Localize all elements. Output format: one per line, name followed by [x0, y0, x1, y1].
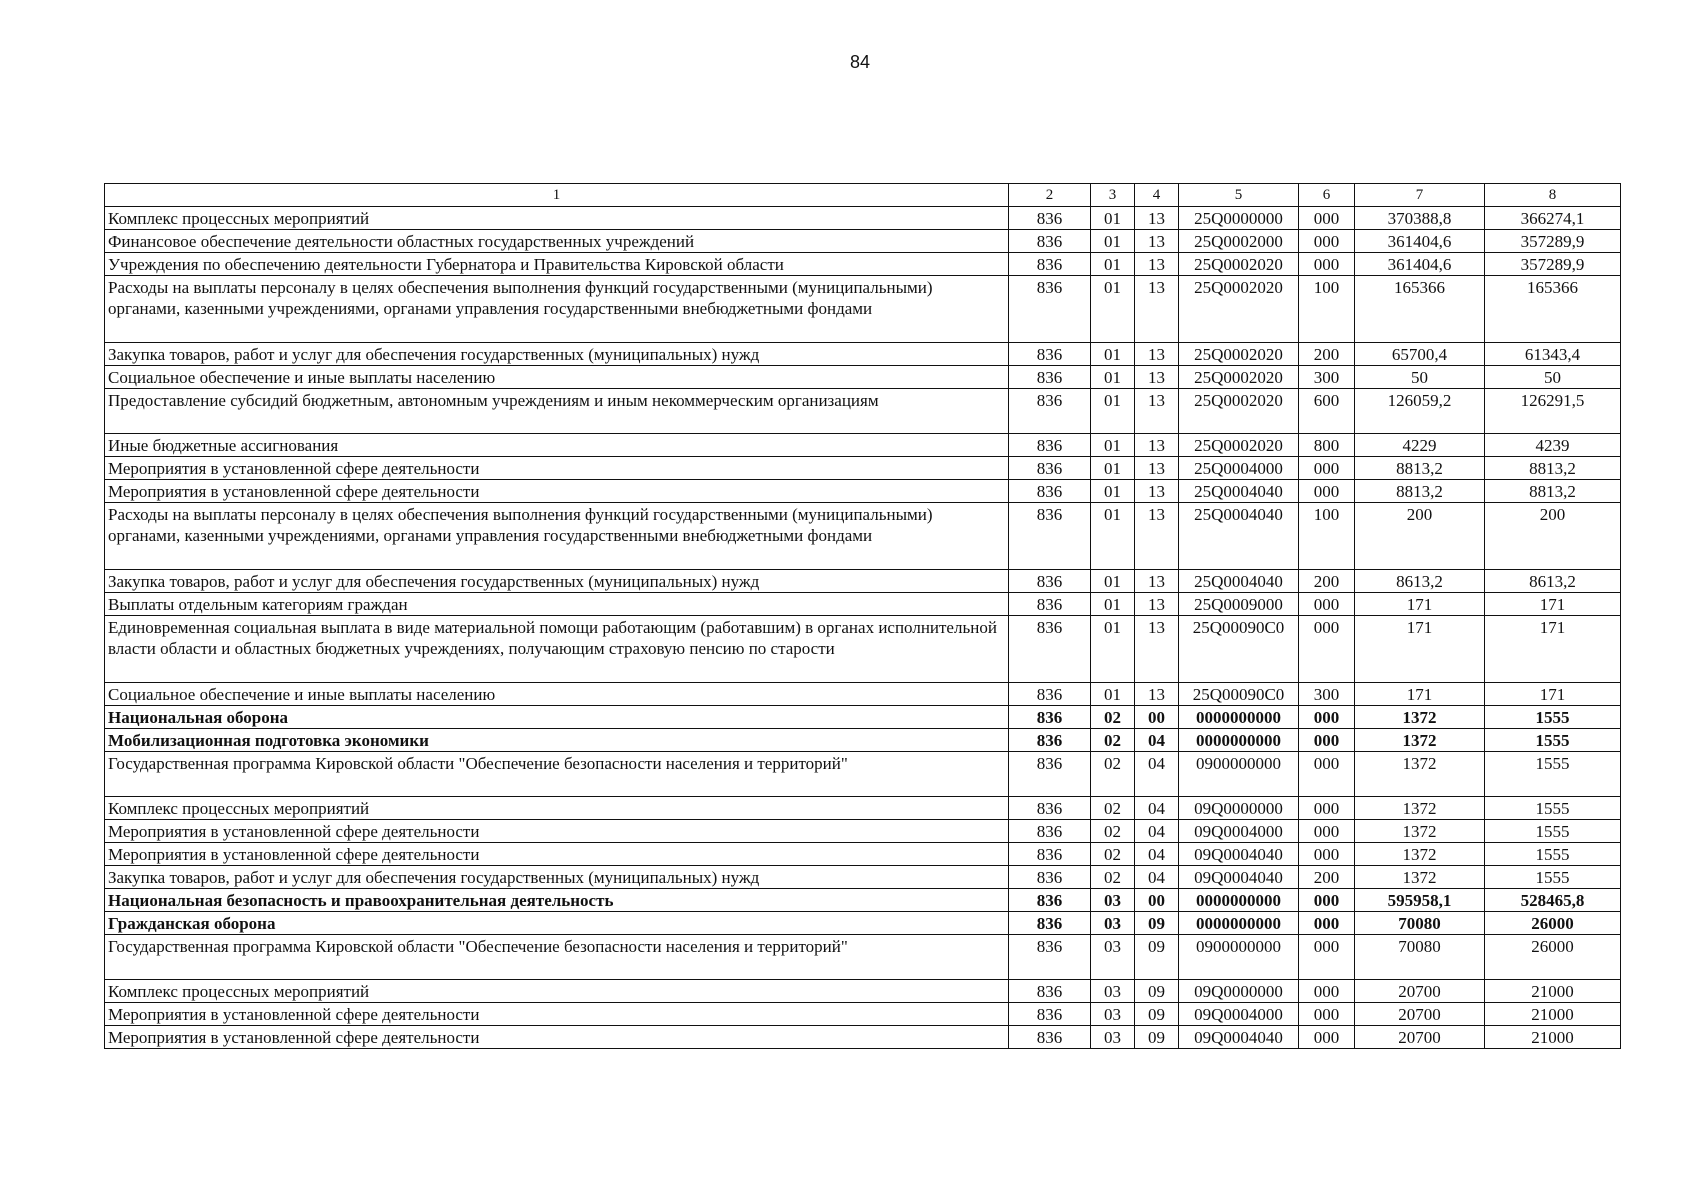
cell-section: 01 — [1091, 683, 1135, 706]
cell-expense-type: 000 — [1299, 230, 1355, 253]
cell-amount-year-2: 171 — [1485, 683, 1621, 706]
cell-subsection: 13 — [1135, 503, 1179, 570]
cell-amount-year-2: 171 — [1485, 593, 1621, 616]
cell-amount-year-1: 1372 — [1355, 729, 1485, 752]
cell-amount-year-2: 61343,4 — [1485, 343, 1621, 366]
cell-amount-year-1: 1372 — [1355, 843, 1485, 866]
cell-amount-year-2: 8813,2 — [1485, 457, 1621, 480]
cell-expense-type: 000 — [1299, 980, 1355, 1003]
cell-description: Единовременная социальная выплата в виде материальной помощи работающим (работавшим) в органах исполнительной власти области и областных бюджетных учреждениях, получающим страховую пенсию по старости — [105, 616, 1009, 683]
table-row — [105, 866, 1621, 889]
cell-expense-type: 300 — [1299, 683, 1355, 706]
cell-amount-year-2: 21000 — [1485, 980, 1621, 1003]
cell-amount-year-1: 200 — [1355, 503, 1485, 570]
cell-subsection: 09 — [1135, 912, 1179, 935]
cell-target-article: 09Q0004000 — [1179, 820, 1299, 843]
cell-expense-type: 000 — [1299, 752, 1355, 797]
cell-ministry-code: 836 — [1009, 752, 1091, 797]
cell-target-article: 25Q0002020 — [1179, 276, 1299, 343]
cell-ministry-code: 836 — [1009, 457, 1091, 480]
cell-amount-year-2: 357289,9 — [1485, 253, 1621, 276]
cell-description: Национальная оборона — [105, 706, 1009, 729]
cell-expense-type: 000 — [1299, 843, 1355, 866]
cell-ministry-code: 836 — [1009, 253, 1091, 276]
cell-ministry-code: 836 — [1009, 503, 1091, 570]
cell-expense-type: 000 — [1299, 706, 1355, 729]
cell-description: Государственная программа Кировской области "Обеспечение безопасности населения и территорий" — [105, 752, 1009, 797]
cell-description: Комплекс процессных мероприятий — [105, 207, 1009, 230]
cell-section: 01 — [1091, 253, 1135, 276]
table-row — [105, 253, 1621, 276]
table-row — [105, 593, 1621, 616]
cell-subsection: 13 — [1135, 343, 1179, 366]
cell-subsection: 04 — [1135, 752, 1179, 797]
cell-target-article: 25Q0002020 — [1179, 366, 1299, 389]
cell-target-article: 0900000000 — [1179, 935, 1299, 980]
cell-section: 01 — [1091, 503, 1135, 570]
cell-target-article: 09Q0004040 — [1179, 843, 1299, 866]
cell-amount-year-1: 1372 — [1355, 752, 1485, 797]
cell-target-article: 0000000000 — [1179, 706, 1299, 729]
cell-subsection: 04 — [1135, 729, 1179, 752]
cell-expense-type: 000 — [1299, 797, 1355, 820]
column-header: 1 — [105, 184, 1009, 207]
cell-description: Мобилизационная подготовка экономики — [105, 729, 1009, 752]
table-row — [105, 389, 1621, 434]
cell-ministry-code: 836 — [1009, 1026, 1091, 1049]
cell-expense-type: 800 — [1299, 434, 1355, 457]
cell-subsection: 13 — [1135, 570, 1179, 593]
cell-amount-year-1: 70080 — [1355, 935, 1485, 980]
cell-amount-year-1: 8613,2 — [1355, 570, 1485, 593]
cell-amount-year-2: 21000 — [1485, 1003, 1621, 1026]
cell-description: Мероприятия в установленной сфере деятельности — [105, 480, 1009, 503]
cell-amount-year-1: 1372 — [1355, 820, 1485, 843]
cell-subsection: 13 — [1135, 366, 1179, 389]
cell-expense-type: 000 — [1299, 729, 1355, 752]
cell-ministry-code: 836 — [1009, 706, 1091, 729]
cell-expense-type: 000 — [1299, 912, 1355, 935]
cell-section: 02 — [1091, 706, 1135, 729]
cell-subsection: 04 — [1135, 843, 1179, 866]
cell-amount-year-1: 370388,8 — [1355, 207, 1485, 230]
cell-subsection: 13 — [1135, 434, 1179, 457]
cell-target-article: 0000000000 — [1179, 889, 1299, 912]
cell-amount-year-1: 361404,6 — [1355, 253, 1485, 276]
cell-expense-type: 000 — [1299, 935, 1355, 980]
cell-section: 02 — [1091, 752, 1135, 797]
cell-target-article: 25Q0002020 — [1179, 434, 1299, 457]
column-header: 2 — [1009, 184, 1091, 207]
cell-subsection: 00 — [1135, 889, 1179, 912]
cell-expense-type: 200 — [1299, 570, 1355, 593]
cell-target-article: 09Q0004040 — [1179, 1026, 1299, 1049]
cell-amount-year-1: 1372 — [1355, 797, 1485, 820]
cell-description: Закупка товаров, работ и услуг для обеспечения государственных (муниципальных) нужд — [105, 570, 1009, 593]
table-row — [105, 434, 1621, 457]
table-row — [105, 1003, 1621, 1026]
cell-expense-type: 200 — [1299, 343, 1355, 366]
cell-description: Государственная программа Кировской области "Обеспечение безопасности населения и территорий" — [105, 935, 1009, 980]
cell-section: 03 — [1091, 1026, 1135, 1049]
cell-target-article: 09Q0000000 — [1179, 980, 1299, 1003]
cell-target-article: 25Q0000000 — [1179, 207, 1299, 230]
table-row — [105, 935, 1621, 980]
cell-expense-type: 300 — [1299, 366, 1355, 389]
cell-ministry-code: 836 — [1009, 797, 1091, 820]
cell-description: Учреждения по обеспечению деятельности Губернатора и Правительства Кировской области — [105, 253, 1009, 276]
cell-description: Мероприятия в установленной сфере деятельности — [105, 457, 1009, 480]
cell-amount-year-2: 1555 — [1485, 706, 1621, 729]
cell-amount-year-2: 126291,5 — [1485, 389, 1621, 434]
table-row — [105, 820, 1621, 843]
cell-amount-year-2: 357289,9 — [1485, 230, 1621, 253]
cell-target-article: 0900000000 — [1179, 752, 1299, 797]
cell-subsection: 04 — [1135, 866, 1179, 889]
cell-amount-year-2: 26000 — [1485, 912, 1621, 935]
cell-amount-year-1: 70080 — [1355, 912, 1485, 935]
cell-ministry-code: 836 — [1009, 343, 1091, 366]
cell-ministry-code: 836 — [1009, 980, 1091, 1003]
cell-section: 01 — [1091, 276, 1135, 343]
cell-subsection: 13 — [1135, 457, 1179, 480]
cell-description: Выплаты отдельным категориям граждан — [105, 593, 1009, 616]
cell-amount-year-2: 50 — [1485, 366, 1621, 389]
column-header: 6 — [1299, 184, 1355, 207]
cell-description: Закупка товаров, работ и услуг для обеспечения государственных (муниципальных) нужд — [105, 866, 1009, 889]
cell-target-article: 25Q0004040 — [1179, 503, 1299, 570]
cell-subsection: 04 — [1135, 797, 1179, 820]
cell-amount-year-1: 8813,2 — [1355, 480, 1485, 503]
cell-description: Закупка товаров, работ и услуг для обеспечения государственных (муниципальных) нужд — [105, 343, 1009, 366]
cell-amount-year-1: 20700 — [1355, 1003, 1485, 1026]
table-row — [105, 207, 1621, 230]
cell-amount-year-1: 361404,6 — [1355, 230, 1485, 253]
cell-ministry-code: 836 — [1009, 230, 1091, 253]
table-row — [105, 276, 1621, 343]
cell-subsection: 13 — [1135, 593, 1179, 616]
cell-ministry-code: 836 — [1009, 843, 1091, 866]
cell-amount-year-1: 20700 — [1355, 980, 1485, 1003]
cell-section: 01 — [1091, 230, 1135, 253]
table-row — [105, 1026, 1621, 1049]
cell-section: 02 — [1091, 843, 1135, 866]
cell-expense-type: 100 — [1299, 276, 1355, 343]
cell-expense-type: 000 — [1299, 820, 1355, 843]
cell-section: 01 — [1091, 457, 1135, 480]
column-header: 3 — [1091, 184, 1135, 207]
cell-expense-type: 000 — [1299, 1026, 1355, 1049]
cell-ministry-code: 836 — [1009, 207, 1091, 230]
cell-amount-year-2: 200 — [1485, 503, 1621, 570]
cell-amount-year-1: 50 — [1355, 366, 1485, 389]
table-header-row — [105, 184, 1621, 207]
table-row — [105, 683, 1621, 706]
cell-description: Социальное обеспечение и иные выплаты населению — [105, 366, 1009, 389]
cell-amount-year-2: 528465,8 — [1485, 889, 1621, 912]
table-row — [105, 480, 1621, 503]
cell-amount-year-1: 595958,1 — [1355, 889, 1485, 912]
table-row — [105, 503, 1621, 570]
budget-table — [104, 183, 1621, 1049]
cell-amount-year-2: 165366 — [1485, 276, 1621, 343]
cell-subsection: 13 — [1135, 253, 1179, 276]
cell-subsection: 09 — [1135, 1003, 1179, 1026]
table-row — [105, 843, 1621, 866]
cell-ministry-code: 836 — [1009, 593, 1091, 616]
cell-expense-type: 000 — [1299, 1003, 1355, 1026]
cell-expense-type: 000 — [1299, 593, 1355, 616]
cell-target-article: 25Q0002000 — [1179, 230, 1299, 253]
cell-ministry-code: 836 — [1009, 935, 1091, 980]
cell-amount-year-2: 8613,2 — [1485, 570, 1621, 593]
table-row — [105, 706, 1621, 729]
cell-expense-type: 600 — [1299, 389, 1355, 434]
cell-target-article: 25Q0004040 — [1179, 570, 1299, 593]
cell-target-article: 25Q0002020 — [1179, 253, 1299, 276]
cell-subsection: 13 — [1135, 276, 1179, 343]
column-header: 5 — [1179, 184, 1299, 207]
table-row — [105, 889, 1621, 912]
cell-amount-year-1: 171 — [1355, 683, 1485, 706]
cell-section: 01 — [1091, 389, 1135, 434]
cell-description: Расходы на выплаты персоналу в целях обеспечения выполнения функций государственными (муниципальными) органами, казенными учреждениями, органами управления государственными внебюджетными фондами — [105, 276, 1009, 343]
cell-section: 02 — [1091, 820, 1135, 843]
cell-amount-year-2: 8813,2 — [1485, 480, 1621, 503]
cell-section: 02 — [1091, 797, 1135, 820]
cell-ministry-code: 836 — [1009, 570, 1091, 593]
cell-ministry-code: 836 — [1009, 276, 1091, 343]
cell-ministry-code: 836 — [1009, 389, 1091, 434]
cell-subsection: 13 — [1135, 480, 1179, 503]
cell-description: Предоставление субсидий бюджетным, автономным учреждениям и иным некоммерческим организациям — [105, 389, 1009, 434]
cell-amount-year-1: 4229 — [1355, 434, 1485, 457]
cell-description: Мероприятия в установленной сфере деятельности — [105, 820, 1009, 843]
table-row — [105, 912, 1621, 935]
cell-amount-year-1: 8813,2 — [1355, 457, 1485, 480]
cell-subsection: 13 — [1135, 616, 1179, 683]
cell-amount-year-1: 1372 — [1355, 706, 1485, 729]
cell-section: 01 — [1091, 434, 1135, 457]
cell-subsection: 13 — [1135, 683, 1179, 706]
cell-description: Мероприятия в установленной сфере деятельности — [105, 1003, 1009, 1026]
column-header: 4 — [1135, 184, 1179, 207]
cell-amount-year-2: 1555 — [1485, 866, 1621, 889]
cell-ministry-code: 836 — [1009, 866, 1091, 889]
cell-ministry-code: 836 — [1009, 889, 1091, 912]
cell-amount-year-2: 1555 — [1485, 729, 1621, 752]
cell-target-article: 25Q00090C0 — [1179, 683, 1299, 706]
cell-section: 03 — [1091, 889, 1135, 912]
cell-ministry-code: 836 — [1009, 820, 1091, 843]
column-header: 7 — [1355, 184, 1485, 207]
cell-target-article: 25Q0002020 — [1179, 343, 1299, 366]
cell-subsection: 00 — [1135, 706, 1179, 729]
cell-amount-year-1: 20700 — [1355, 1026, 1485, 1049]
cell-description: Финансовое обеспечение деятельности областных государственных учреждений — [105, 230, 1009, 253]
cell-target-article: 09Q0000000 — [1179, 797, 1299, 820]
cell-amount-year-2: 21000 — [1485, 1026, 1621, 1049]
cell-target-article: 25Q0004000 — [1179, 457, 1299, 480]
cell-target-article: 0000000000 — [1179, 912, 1299, 935]
cell-ministry-code: 836 — [1009, 683, 1091, 706]
table-row — [105, 797, 1621, 820]
cell-ministry-code: 836 — [1009, 480, 1091, 503]
cell-expense-type: 100 — [1299, 503, 1355, 570]
cell-section: 02 — [1091, 729, 1135, 752]
cell-amount-year-2: 171 — [1485, 616, 1621, 683]
cell-subsection: 04 — [1135, 820, 1179, 843]
cell-expense-type: 000 — [1299, 457, 1355, 480]
cell-description: Национальная безопасность и правоохранительная деятельность — [105, 889, 1009, 912]
cell-amount-year-1: 126059,2 — [1355, 389, 1485, 434]
cell-amount-year-2: 1555 — [1485, 797, 1621, 820]
cell-amount-year-2: 1555 — [1485, 843, 1621, 866]
cell-amount-year-1: 165366 — [1355, 276, 1485, 343]
cell-ministry-code: 836 — [1009, 366, 1091, 389]
cell-expense-type: 000 — [1299, 480, 1355, 503]
cell-section: 03 — [1091, 912, 1135, 935]
cell-amount-year-2: 4239 — [1485, 434, 1621, 457]
cell-subsection: 13 — [1135, 389, 1179, 434]
cell-subsection: 13 — [1135, 230, 1179, 253]
cell-description: Гражданская оборона — [105, 912, 1009, 935]
cell-target-article: 25Q00090C0 — [1179, 616, 1299, 683]
cell-section: 01 — [1091, 366, 1135, 389]
cell-section: 03 — [1091, 1003, 1135, 1026]
cell-amount-year-2: 26000 — [1485, 935, 1621, 980]
cell-description: Комплекс процессных мероприятий — [105, 980, 1009, 1003]
cell-description: Мероприятия в установленной сфере деятельности — [105, 843, 1009, 866]
cell-expense-type: 000 — [1299, 207, 1355, 230]
cell-description: Социальное обеспечение и иные выплаты населению — [105, 683, 1009, 706]
cell-target-article: 25Q0002020 — [1179, 389, 1299, 434]
table-row — [105, 752, 1621, 797]
cell-target-article: 09Q0004000 — [1179, 1003, 1299, 1026]
cell-amount-year-1: 65700,4 — [1355, 343, 1485, 366]
table-row — [105, 366, 1621, 389]
cell-description: Комплекс процессных мероприятий — [105, 797, 1009, 820]
cell-description: Иные бюджетные ассигнования — [105, 434, 1009, 457]
table-row — [105, 980, 1621, 1003]
cell-section: 01 — [1091, 480, 1135, 503]
page-number: 84 — [849, 52, 871, 72]
cell-section: 01 — [1091, 207, 1135, 230]
table-row — [105, 729, 1621, 752]
table-row — [105, 616, 1621, 683]
cell-target-article: 09Q0004040 — [1179, 866, 1299, 889]
cell-section: 01 — [1091, 616, 1135, 683]
cell-ministry-code: 836 — [1009, 434, 1091, 457]
cell-section: 01 — [1091, 593, 1135, 616]
cell-amount-year-1: 171 — [1355, 616, 1485, 683]
cell-ministry-code: 836 — [1009, 729, 1091, 752]
cell-expense-type: 200 — [1299, 866, 1355, 889]
table-row — [105, 457, 1621, 480]
table-row — [105, 343, 1621, 366]
cell-target-article: 25Q0009000 — [1179, 593, 1299, 616]
column-header: 8 — [1485, 184, 1621, 207]
cell-ministry-code: 836 — [1009, 1003, 1091, 1026]
cell-section: 03 — [1091, 935, 1135, 980]
cell-subsection: 09 — [1135, 980, 1179, 1003]
cell-description: Мероприятия в установленной сфере деятельности — [105, 1026, 1009, 1049]
cell-section: 01 — [1091, 570, 1135, 593]
cell-amount-year-2: 366274,1 — [1485, 207, 1621, 230]
cell-section: 01 — [1091, 343, 1135, 366]
cell-description: Расходы на выплаты персоналу в целях обеспечения выполнения функций государственными (муниципальными) органами, казенными учреждениями, органами управления государственными внебюджетными фондами — [105, 503, 1009, 570]
table-row — [105, 230, 1621, 253]
cell-target-article: 25Q0004040 — [1179, 480, 1299, 503]
cell-subsection: 13 — [1135, 207, 1179, 230]
cell-expense-type: 000 — [1299, 889, 1355, 912]
cell-section: 02 — [1091, 866, 1135, 889]
cell-expense-type: 000 — [1299, 253, 1355, 276]
cell-ministry-code: 836 — [1009, 616, 1091, 683]
cell-section: 03 — [1091, 980, 1135, 1003]
cell-subsection: 09 — [1135, 1026, 1179, 1049]
cell-amount-year-2: 1555 — [1485, 820, 1621, 843]
cell-expense-type: 000 — [1299, 616, 1355, 683]
cell-target-article: 0000000000 — [1179, 729, 1299, 752]
cell-ministry-code: 836 — [1009, 912, 1091, 935]
table-row — [105, 570, 1621, 593]
cell-amount-year-1: 1372 — [1355, 866, 1485, 889]
cell-subsection: 09 — [1135, 935, 1179, 980]
cell-amount-year-1: 171 — [1355, 593, 1485, 616]
cell-amount-year-2: 1555 — [1485, 752, 1621, 797]
